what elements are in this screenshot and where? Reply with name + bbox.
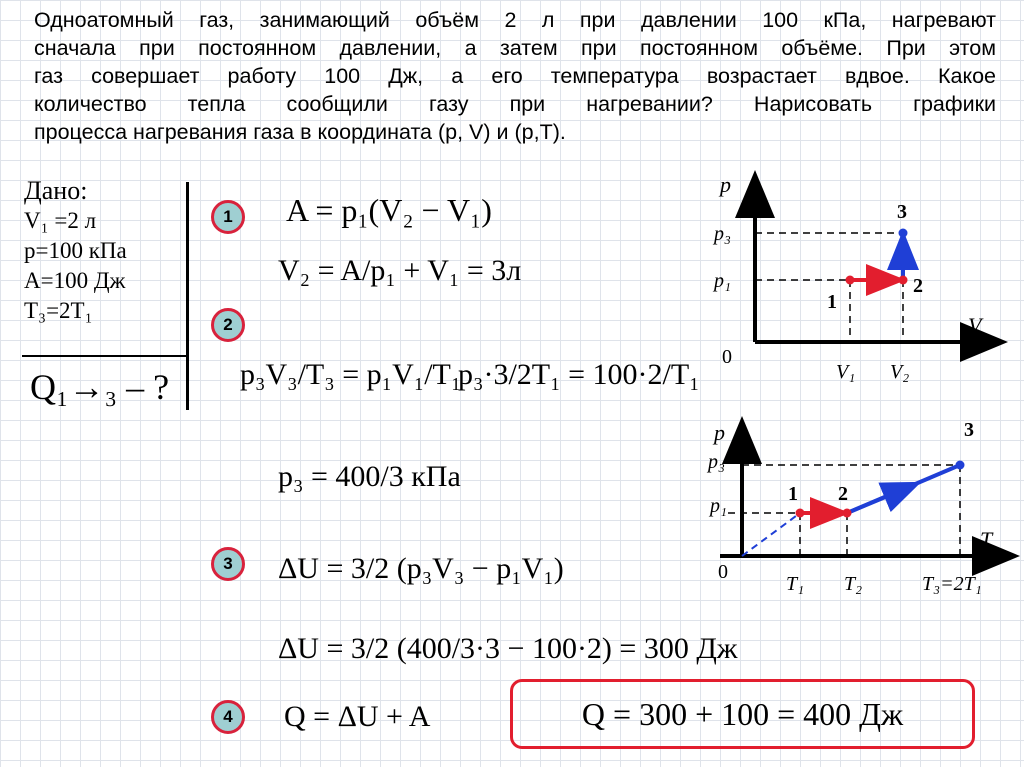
answer-text: Q = 300 + 100 = 400 Дж [581, 695, 904, 732]
given-block [24, 176, 127, 326]
pt-t3-label: T₃=2T₁ [922, 573, 982, 595]
step-badge-1: 1 [211, 200, 245, 234]
step-badge-2: 2 [211, 308, 245, 342]
pt-y-label: p [714, 420, 725, 445]
step-badge-3: 3 [211, 547, 245, 581]
problem-line: количество тепла сообщили газу при нагревании? Нарисовать графики [34, 92, 996, 116]
pv-v2-label: V₂ [890, 361, 910, 383]
problem-statement [34, 6, 996, 146]
given-v1: V₁ =2 л [24, 208, 97, 233]
pt-point-3-label: 3 [964, 419, 974, 441]
pv-graph [700, 170, 1010, 390]
pv-p1-label: p₁ [714, 270, 731, 292]
pv-point-2 [899, 276, 908, 285]
find-quantity: Q₁→₃ – ? [30, 367, 170, 407]
pv-origin-label: 0 [722, 346, 732, 368]
formula-delta-u-value: ΔU = 3/2 (400/3·3 − 100·2) = 300 Дж [278, 632, 738, 665]
given-divider-vertical [186, 182, 189, 410]
pt-process-2-3-arrow [847, 485, 914, 513]
formula-p3: p₃ = 400/3 кПа [278, 460, 461, 493]
pv-point-1 [846, 276, 855, 285]
given-p: p=100 кПа [24, 238, 127, 263]
answer-box [510, 679, 975, 749]
formula-v2: V₂ = A/p₁ + V₁ = 3л [278, 254, 522, 287]
given-divider-horizontal [22, 355, 186, 357]
problem-line: сначала при постоянном давлении, а затем при постоянном объёме. При этом [34, 36, 996, 60]
pv-p3-label: p₃ [714, 223, 731, 245]
pt-p1-label: p₁ [710, 495, 727, 517]
problem-line: газ совершает работу 100 Дж, а его температура возрастает вдвое. Какое [34, 64, 996, 88]
pt-origin-label: 0 [718, 561, 728, 583]
formula-gas-law-values: p₃·3/2T₁ = 100·2/T₁ [458, 358, 700, 391]
pv-x-label: V [968, 313, 982, 338]
pt-t2-label: T₂ [844, 573, 863, 595]
pv-point-3-label: 3 [897, 201, 907, 223]
formula-delta-u: ΔU = 3/2 (p₃V₃ − p₁V₁) [278, 552, 564, 585]
given-title: Дано: [24, 176, 88, 205]
problem-line: Одноатомный газ, занимающий объём 2 л при давлении 100 кПа, нагревают [34, 8, 996, 32]
pv-y-label: p [720, 172, 731, 197]
pt-point-1 [796, 509, 805, 518]
pv-point-2-label: 2 [913, 275, 923, 297]
pt-t1-label: T₁ [786, 573, 805, 595]
pv-v1-label: V₁ [836, 361, 856, 383]
given-a: A=100 Дж [24, 268, 126, 293]
formula-gas-law: p₃V₃/T₃ = p₁V₁/T₁ [240, 358, 462, 391]
pt-point-2 [843, 509, 852, 518]
formula-work: A = p₁(V₂ − V₁) [286, 192, 492, 228]
pt-extrapolation [742, 513, 800, 556]
pt-point-2-label: 2 [838, 483, 848, 505]
pt-p3-label: p₃ [708, 451, 725, 473]
pv-point-1-label: 1 [827, 291, 837, 313]
step-badge-4: 4 [211, 700, 245, 734]
formula-heat: Q = ΔU + A [284, 700, 431, 733]
pv-point-3 [899, 229, 908, 238]
pt-x-label: T [980, 527, 993, 552]
given-t3: T₃=2T₁ [24, 298, 93, 323]
pt-point-3 [956, 461, 965, 470]
pt-graph [700, 410, 1020, 610]
pt-point-1-label: 1 [788, 483, 798, 505]
problem-line: процесса нагревания газа в координата (p, V) и (p,T). [34, 120, 566, 144]
